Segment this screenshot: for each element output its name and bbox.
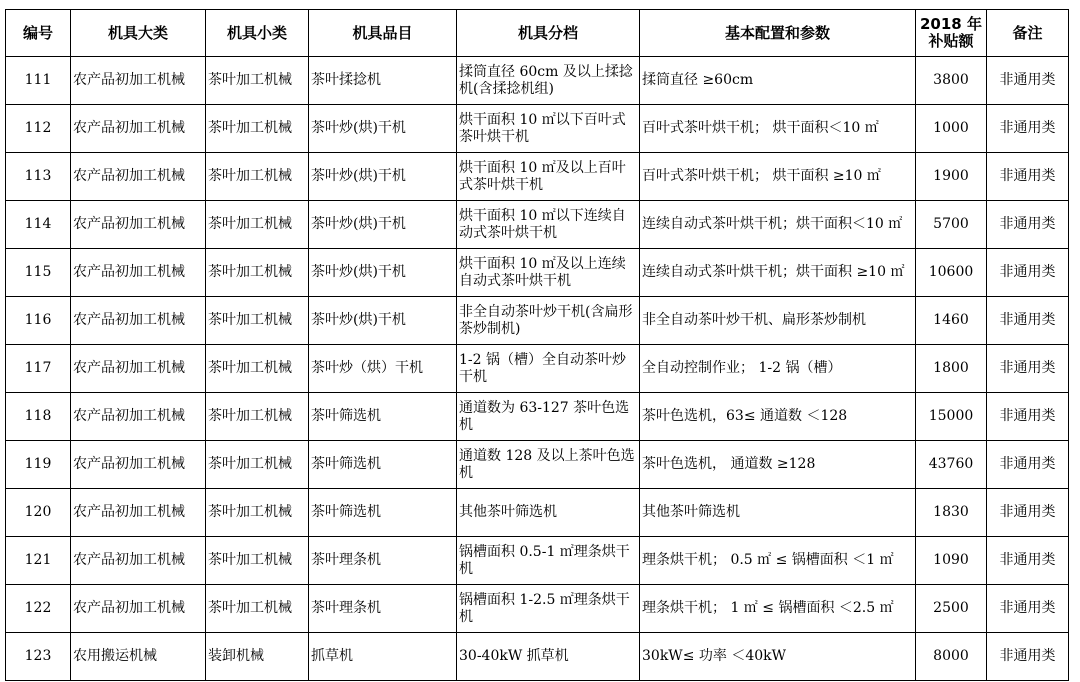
- cell-note: 非通用类: [987, 441, 1069, 489]
- header-subsidy: [916, 10, 987, 57]
- cell-major-category: 农产品初加工机械: [71, 441, 206, 489]
- cell-no: 123: [6, 633, 71, 681]
- cell-config: 全自动控制作业； 1-2 锅（槽）: [640, 345, 916, 393]
- cell-no: 113: [6, 153, 71, 201]
- table-row: [6, 585, 1069, 633]
- cell-note: 非通用类: [987, 537, 1069, 585]
- cell-item: 抓草机: [309, 633, 457, 681]
- cell-subsidy: 10600: [916, 249, 987, 297]
- cell-config: 茶叶色选机， 通道数 ≥128: [640, 441, 916, 489]
- cell-no: 119: [6, 441, 71, 489]
- cell-no: 115: [6, 249, 71, 297]
- header-no: 编号: [6, 10, 71, 57]
- cell-item: 茶叶炒(烘)干机: [309, 105, 457, 153]
- cell-no: 122: [6, 585, 71, 633]
- cell-item: 茶叶炒（烘）干机: [309, 345, 457, 393]
- cell-note: 非通用类: [987, 297, 1069, 345]
- cell-no: 120: [6, 489, 71, 537]
- cell-major-category: 农产品初加工机械: [71, 249, 206, 297]
- cell-subsidy: 15000: [916, 393, 987, 441]
- cell-subsidy: 1460: [916, 297, 987, 345]
- cell-grade: 锅槽面积 0.5-1 ㎡理条烘干机: [457, 537, 640, 585]
- cell-config: 其他茶叶筛选机: [640, 489, 916, 537]
- cell-no: 112: [6, 105, 71, 153]
- cell-grade: 揉筒直径 60cm 及以上揉捻机(含揉捻机组): [457, 57, 640, 105]
- cell-subsidy: 1830: [916, 489, 987, 537]
- cell-major-category: 农用搬运机械: [71, 633, 206, 681]
- cell-subsidy: 5700: [916, 201, 987, 249]
- header-subsidy-year: 2018 年: [920, 15, 982, 33]
- cell-minor-category: 茶叶加工机械: [206, 585, 309, 633]
- cell-note: 非通用类: [987, 249, 1069, 297]
- cell-major-category: 农产品初加工机械: [71, 345, 206, 393]
- cell-subsidy: 1090: [916, 537, 987, 585]
- header-config: 基本配置和参数: [640, 10, 916, 57]
- cell-item: 茶叶炒(烘)干机: [309, 153, 457, 201]
- cell-note: 非通用类: [987, 489, 1069, 537]
- cell-config: 揉筒直径 ≥60cm: [640, 57, 916, 105]
- header-major-category: 机具大类: [71, 10, 206, 57]
- cell-no: 117: [6, 345, 71, 393]
- cell-minor-category: 茶叶加工机械: [206, 249, 309, 297]
- cell-major-category: 农产品初加工机械: [71, 585, 206, 633]
- table-row: [6, 489, 1069, 537]
- cell-item: 茶叶理条机: [309, 585, 457, 633]
- cell-note: 非通用类: [987, 201, 1069, 249]
- cell-grade: 锅槽面积 1-2.5 ㎡理条烘干机: [457, 585, 640, 633]
- subsidy-table: [5, 9, 1069, 681]
- cell-no: 118: [6, 393, 71, 441]
- cell-minor-category: 茶叶加工机械: [206, 345, 309, 393]
- cell-note: 非通用类: [987, 57, 1069, 105]
- cell-major-category: 农产品初加工机械: [71, 105, 206, 153]
- table-body: [6, 57, 1069, 681]
- cell-note: 非通用类: [987, 153, 1069, 201]
- table-header-row: [6, 10, 1069, 57]
- cell-config: 百叶式茶叶烘干机； 烘干面积＜10 ㎡: [640, 105, 916, 153]
- table-row: [6, 201, 1069, 249]
- cell-config: 非全自动茶叶炒干机、扁形茶炒制机: [640, 297, 916, 345]
- table-row: [6, 537, 1069, 585]
- cell-subsidy: 2500: [916, 585, 987, 633]
- cell-subsidy: 1000: [916, 105, 987, 153]
- cell-minor-category: 茶叶加工机械: [206, 393, 309, 441]
- cell-grade: 1-2 锅（槽）全自动茶叶炒干机: [457, 345, 640, 393]
- cell-no: 114: [6, 201, 71, 249]
- table-row: [6, 441, 1069, 489]
- cell-item: 茶叶揉捻机: [309, 57, 457, 105]
- cell-grade: 非全自动茶叶炒干机(含扁形茶炒制机): [457, 297, 640, 345]
- cell-minor-category: 茶叶加工机械: [206, 105, 309, 153]
- header-note: 备注: [987, 10, 1069, 57]
- cell-minor-category: 茶叶加工机械: [206, 57, 309, 105]
- cell-item: 茶叶炒(烘)干机: [309, 297, 457, 345]
- cell-subsidy: 3800: [916, 57, 987, 105]
- cell-major-category: 农产品初加工机械: [71, 297, 206, 345]
- cell-major-category: 农产品初加工机械: [71, 201, 206, 249]
- cell-subsidy: 1800: [916, 345, 987, 393]
- cell-item: 茶叶筛选机: [309, 441, 457, 489]
- cell-subsidy: 43760: [916, 441, 987, 489]
- cell-config: 30kW≤ 功率 ＜40kW: [640, 633, 916, 681]
- cell-minor-category: 茶叶加工机械: [206, 489, 309, 537]
- cell-grade: 通道数为 63-127 茶叶色选机: [457, 393, 640, 441]
- cell-subsidy: 8000: [916, 633, 987, 681]
- cell-major-category: 农产品初加工机械: [71, 57, 206, 105]
- cell-major-category: 农产品初加工机械: [71, 153, 206, 201]
- cell-config: 百叶式茶叶烘干机； 烘干面积 ≥10 ㎡: [640, 153, 916, 201]
- cell-no: 111: [6, 57, 71, 105]
- cell-note: 非通用类: [987, 393, 1069, 441]
- cell-config: 连续自动式茶叶烘干机；烘干面积 ≥10 ㎡: [640, 249, 916, 297]
- table-row: [6, 105, 1069, 153]
- cell-item: 茶叶筛选机: [309, 489, 457, 537]
- cell-note: 非通用类: [987, 105, 1069, 153]
- cell-grade: 烘干面积 10 ㎡以下连续自动式茶叶烘干机: [457, 201, 640, 249]
- cell-grade: 其他茶叶筛选机: [457, 489, 640, 537]
- header-grade: 机具分档: [457, 10, 640, 57]
- cell-major-category: 农产品初加工机械: [71, 489, 206, 537]
- cell-minor-category: 茶叶加工机械: [206, 297, 309, 345]
- cell-grade: 烘干面积 10 ㎡以下百叶式茶叶烘干机: [457, 105, 640, 153]
- table-row: [6, 153, 1069, 201]
- header-subsidy-amount: 补贴额: [928, 32, 974, 50]
- cell-minor-category: 茶叶加工机械: [206, 201, 309, 249]
- cell-major-category: 农产品初加工机械: [71, 393, 206, 441]
- cell-grade: 通道数 128 及以上茶叶色选机: [457, 441, 640, 489]
- table-row: [6, 345, 1069, 393]
- cell-item: 茶叶筛选机: [309, 393, 457, 441]
- cell-grade: 烘干面积 10 ㎡及以上百叶式茶叶烘干机: [457, 153, 640, 201]
- header-item: 机具品目: [309, 10, 457, 57]
- cell-item: 茶叶理条机: [309, 537, 457, 585]
- cell-minor-category: 茶叶加工机械: [206, 537, 309, 585]
- cell-note: 非通用类: [987, 345, 1069, 393]
- header-minor-category: 机具小类: [206, 10, 309, 57]
- table-row: [6, 249, 1069, 297]
- cell-note: 非通用类: [987, 633, 1069, 681]
- table-row: [6, 297, 1069, 345]
- cell-subsidy: 1900: [916, 153, 987, 201]
- cell-note: 非通用类: [987, 585, 1069, 633]
- cell-config: 理条烘干机； 1 ㎡ ≤ 锅槽面积 ＜2.5 ㎡: [640, 585, 916, 633]
- cell-minor-category: 茶叶加工机械: [206, 441, 309, 489]
- cell-grade: 烘干面积 10 ㎡及以上连续自动式茶叶烘干机: [457, 249, 640, 297]
- table-row: [6, 393, 1069, 441]
- cell-minor-category: 茶叶加工机械: [206, 153, 309, 201]
- cell-item: 茶叶炒(烘)干机: [309, 201, 457, 249]
- cell-grade: 30-40kW 抓草机: [457, 633, 640, 681]
- cell-config: 茶叶色选机，63≤ 通道数 ＜128: [640, 393, 916, 441]
- cell-major-category: 农产品初加工机械: [71, 537, 206, 585]
- cell-minor-category: 装卸机械: [206, 633, 309, 681]
- cell-config: 连续自动式茶叶烘干机；烘干面积＜10 ㎡: [640, 201, 916, 249]
- table-row: [6, 57, 1069, 105]
- table-row: [6, 633, 1069, 681]
- cell-config: 理条烘干机； 0.5 ㎡ ≤ 锅槽面积 ＜1 ㎡: [640, 537, 916, 585]
- cell-no: 121: [6, 537, 71, 585]
- cell-no: 116: [6, 297, 71, 345]
- cell-item: 茶叶炒(烘)干机: [309, 249, 457, 297]
